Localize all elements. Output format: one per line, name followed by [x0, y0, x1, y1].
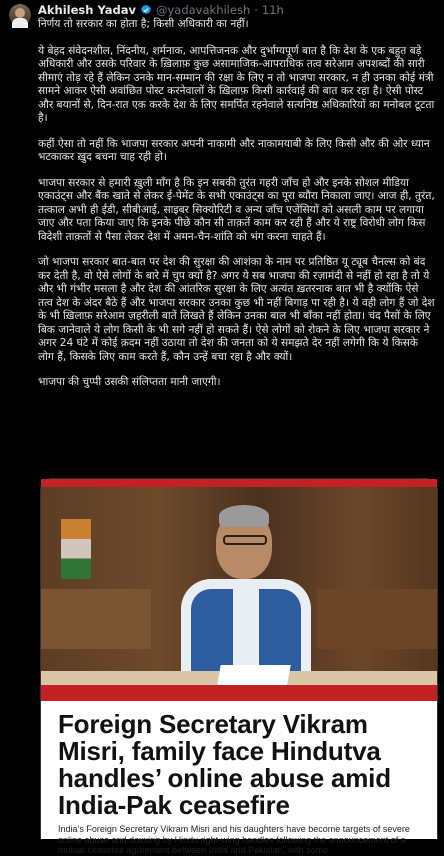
author-handle[interactable]: @yadavakhilesh — [155, 3, 251, 17]
attached-image[interactable] — [40, 478, 438, 855]
paragraph: कहीं ऐसा तो नहीं कि भाजपा सरकार अपनी नाकामी और नाकामयाबी के लिए किसी और की ओर ध्यान भटकाकर ख़ुद बचना चाह रही हो। — [38, 137, 430, 163]
separator-dot: · — [254, 3, 258, 17]
paragraph: ये बेहद संवेदनशील, निंदनीय, शर्मनाक, आपत्तिजनक और दुर्भाग्यपूर्ण बात है कि देश के एक बहुत बड़े अधिकारी और उसके परिवार के ख़िलाफ़ कुछ असामाजिक-आपराधिक तत्व सरेआम अपशब्दों की सारी सीमाएं तोड़ रहे हैं लेकिन उनके मान-सम्मान की रक्षा के लिए न तो भाजपा सरकार, न ही उनका कोई मंत्री सामने आकर ऐसी अवांछित पोस्ट करनेवालों के ख़िलाफ़ किसी कार्रवाई की बात कर रहा है। ऐसी पोस्ट और बयानों से, दिन-रात एक करके देश के लिए समर्पित रहनेवाले सत्यनिष्ठ अधिकारियों का मनोबल टूटता है। — [38, 44, 435, 124]
paragraph: जो भाजपा सरकार बात-बात पर देश की सुरक्षा की आशंका के नाम पर प्रतिष्ठित यू ट्यूब चैनल्स को बंद कर देती है, वो ऐसे लोगों के बारे में चुप क्यों है? अगर ये सब भाजपा की रज़ामंदी से नहीं हो रहा है तो ये और भी गंभीर मसला है और देश की आंतरिक सुरक्षा के लिए अत्यंत ख़तरनाक बात भी है क्योंकि ऐसे तत्व देश के अंदर बैठे हैं और भाजपा सरकार उनका कुछ भी नहीं बिगाड़ पा रही है। ये वही लोग हैं जो देश के भी ख़िलाफ़ सरेआम ज़हरीली बातें लिखते हैं लेकिन उनका बाल भी बाँका नहीं होता। चंद पैसों के लिए बिक जानेवाले ये लोग किसी के भी सगे नहीं हो सकते हैं। ऐसे लोगों को रोकने के लिए भाजपा सरकार ने अगर 24 घंटे में कोई क़दम नहीं उठाया तो देश की जनता को ये समझते देर नहीं लगेगी कि ये किसके लोग हैं, किसके लिए काम करते हैं, कौन उन्हें बचा रहा है और क्यों। — [38, 256, 435, 363]
news-summary: India’s Foreign Secretary Vikram Misri and his daughters have become targets of severe online abuse and doxxing by Hindu right-wing handles following the announcement of a mutual ceasefire agreement between India and Pakistan, with some — [58, 824, 410, 855]
avatar[interactable] — [9, 4, 31, 26]
news-headline: Foreign Secretary Vikram Misri, family face Hindutva handles’ online abuse amid India-Pak ceasefire — [58, 709, 391, 820]
author-name[interactable]: Akhilesh Yadav — [38, 3, 136, 17]
paragraph: भाजपा की चुप्पी उसकी संलिप्तता मानी जाएगी। — [38, 376, 221, 388]
timestamp[interactable]: 11h — [261, 3, 284, 17]
verified-badge-icon — [140, 4, 152, 16]
paragraph: भाजपा सरकार से हमारी ख़ुली माँग है कि इन सबकी तुरंत गहरी जाँच हो और इनके सोशल मीडिया एकाउंट्स और बैंक खाते से लेकर ई-पेमेंट के सभी एकाउंट्स का पूरा ब्यौरा निकाला जाए। आज ही, तुरंत, तत्काल अभी ही ईडी, सीबीआई, साइबर सिक्योरिटी व अन्य जाँच एजेंसियों को असली काम पर लगाया जाए और पता किया जाए कि इनके पीछे कौन सी ताक़तें काम कर रही हैं और ये राष्ट्र विरोधी लोग किस विदेशी ताक़तों से पैसा लेकर देश में अमन-चैन-शांति को भंग करना चाहते हैं। — [38, 176, 435, 243]
news-photo — [41, 479, 437, 701]
tweet-header — [38, 2, 436, 18]
tweet-text — [38, 18, 436, 402]
paragraph: निर्णय तो सरकार का होता है; किसी अधिकारी का नहीं। — [38, 18, 249, 30]
